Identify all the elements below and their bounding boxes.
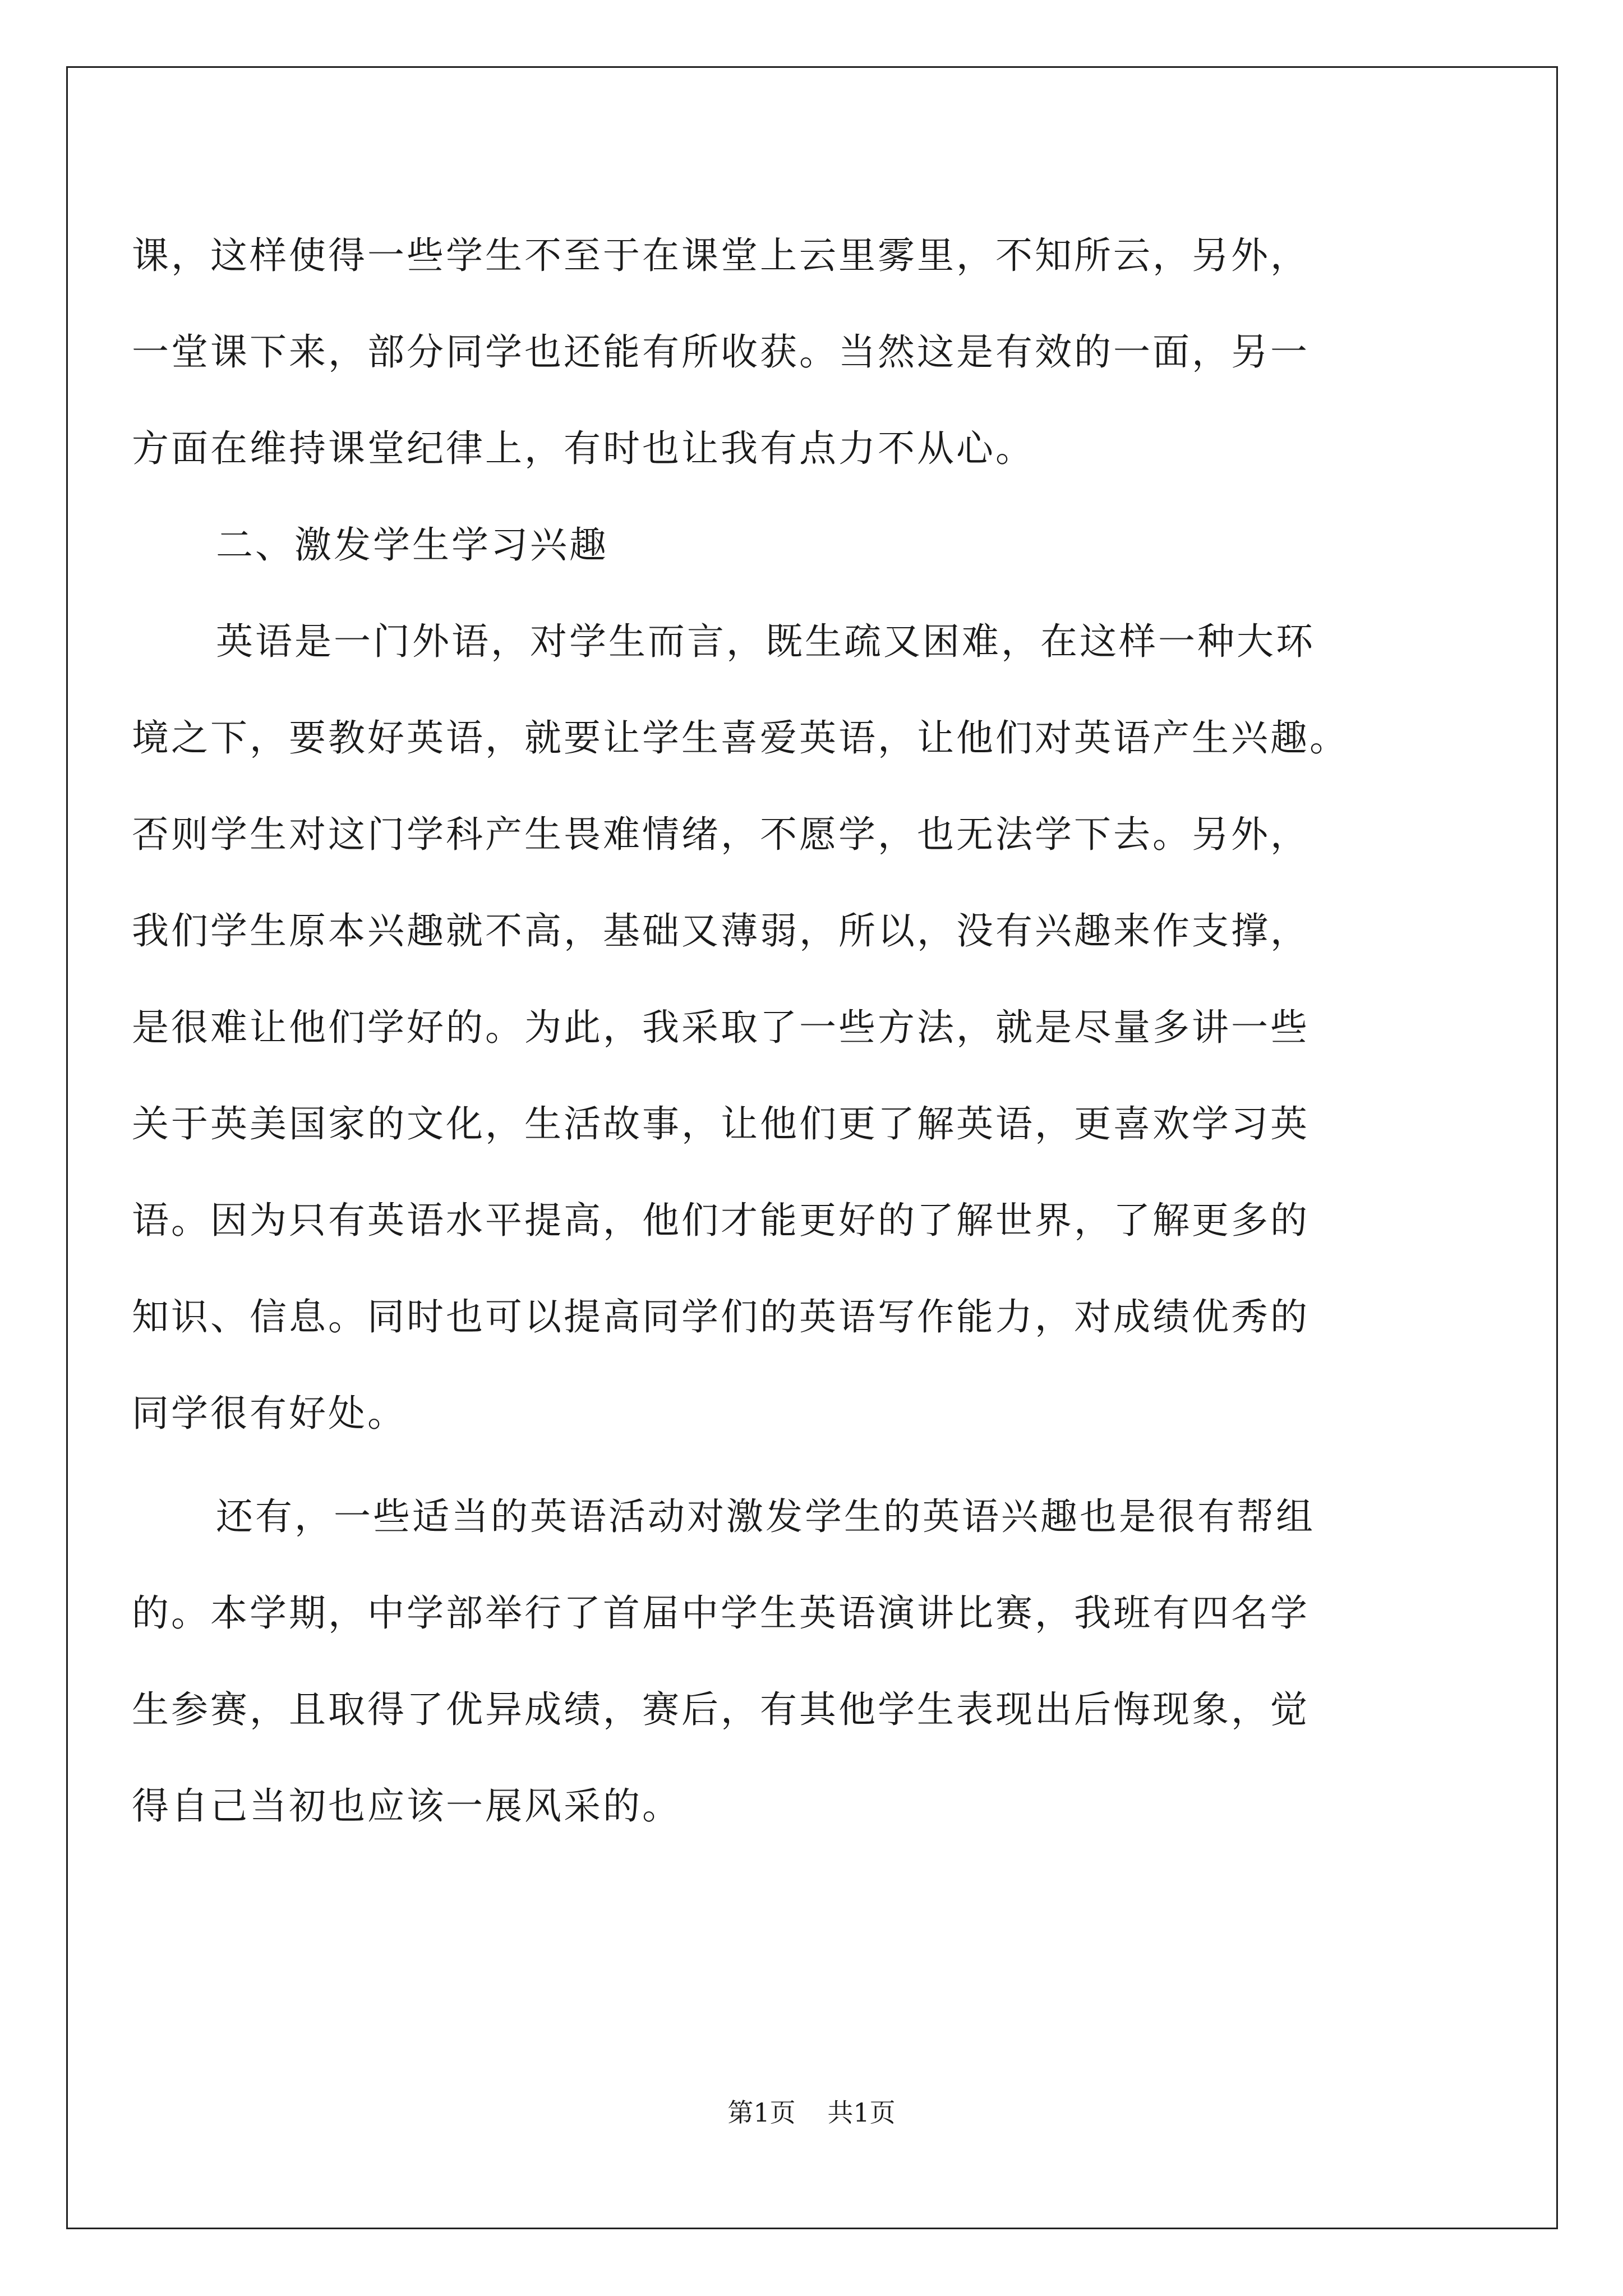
page-total: 共1页 — [827, 2097, 896, 2128]
document-body — [132, 208, 1489, 1855]
text-line: 否则学生对这门学科产生畏难情绪，不愿学，也无法学下去。另外， — [132, 813, 1310, 856]
text-line: 语。因为只有英语水平提高，他们才能更好的了解世界，了解更多的 — [132, 1199, 1310, 1242]
section-heading: 二、激发学生学习兴趣 — [216, 523, 608, 567]
text-line: 方面在维持课堂纪律上，有时也让我有点力不从心。 — [132, 427, 1035, 470]
text-line: 英语是一门外语，对学生而言，既生疏又困难，在这样一种大环 — [216, 620, 1315, 663]
text-line: 同学很有好处。 — [132, 1392, 407, 1435]
text-line: 生参赛，且取得了优异成绩，赛后，有其他学生表现出后悔现象，觉 — [132, 1688, 1310, 1731]
text-line: 我们学生原本兴趣就不高，基础又薄弱，所以，没有兴趣来作支撑， — [132, 909, 1310, 953]
page-footer — [0, 2096, 1623, 2129]
text-line: 是很难让他们学好的。为此，我采取了一些方法，就是尽量多讲一些 — [132, 1006, 1310, 1049]
page-number: 第1页 — [727, 2097, 796, 2128]
paragraph-gap — [132, 1462, 1489, 1469]
text-line: 境之下，要教好英语，就要让学生喜爱英语，让他们对英语产生兴趣。 — [132, 716, 1349, 760]
text-line: 课，这样使得一些学生不至于在课堂上云里雾里，不知所云，另外， — [132, 234, 1310, 277]
text-line: 还有，一些适当的英语活动对激发学生的英语兴趣也是很有帮组 — [216, 1495, 1315, 1538]
text-line: 得自己当初也应该一展风采的。 — [132, 1784, 681, 1828]
text-line: 一堂课下来，部分同学也还能有所收获。当然这是有效的一面，另一 — [132, 330, 1310, 374]
text-line: 的。本学期，中学部举行了首届中学生英语演讲比赛，我班有四名学 — [132, 1591, 1310, 1635]
text-line: 关于英美国家的文化，生活故事，让他们更了解英语，更喜欢学习英 — [132, 1102, 1310, 1145]
text-line: 知识、信息。同时也可以提高同学们的英语写作能力，对成绩优秀的 — [132, 1295, 1310, 1338]
